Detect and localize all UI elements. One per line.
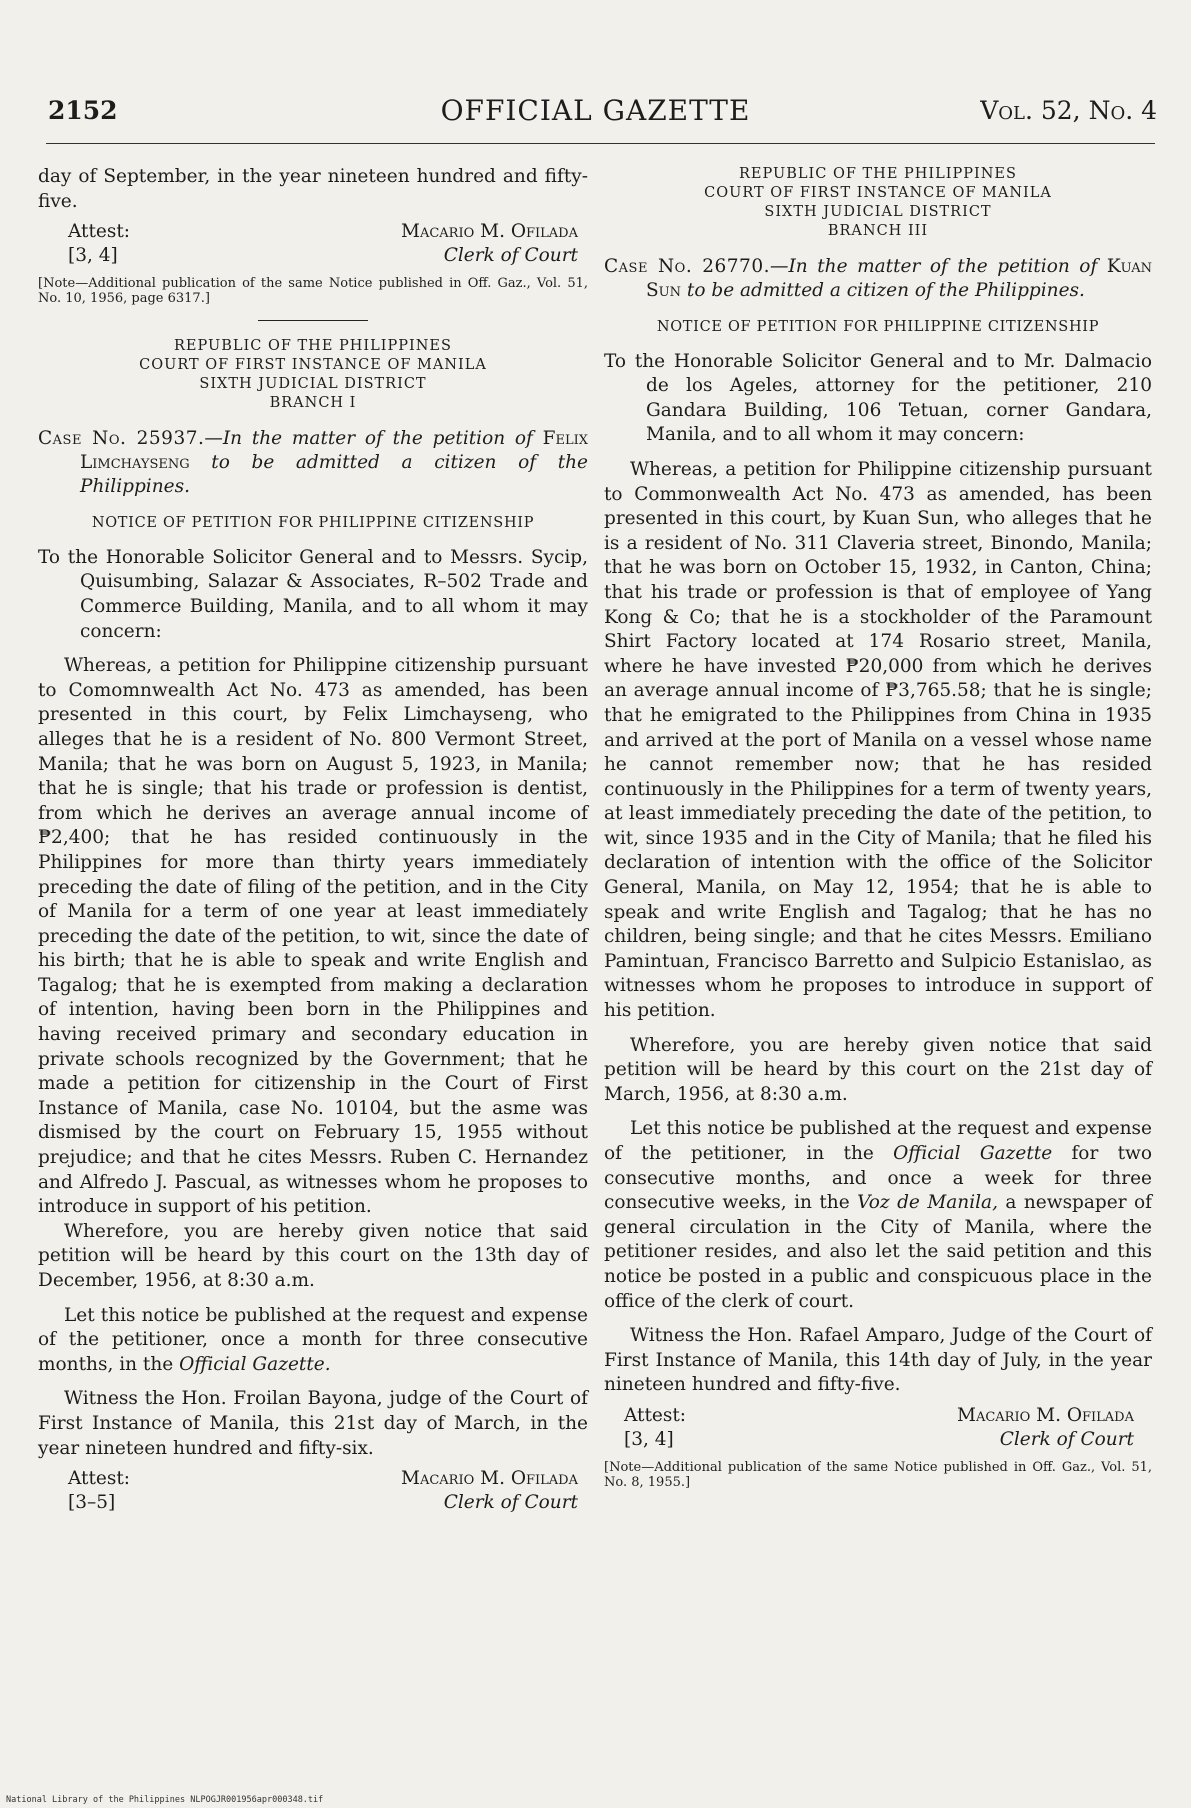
publication-text: Let this notice be published at the request and expense of the petitioner, once a month for three consecutive months, in the: [38, 1304, 588, 1375]
attest-ref: [3–5]: [68, 1492, 116, 1514]
whereas-paragraph: Whereas, a petition for Philippine citizenship pursuant to Comomnwealth Act No. 473 as amended, has been presented in this court, by Felix Limchayseng, who alleges that he is a resident of No. 800 Vermont Street, Manila; that he was born on August 5, 1923, in Manila; that he is single; that his trade or profession is dentist, from which he derives an average annual income of ₱2,400; that he has resided continuously in the Philippines for more than thirty years immediately preceding the date of filing of the petition, and in the City of Manila for a term of one year at least immediately preceding the date of the petition, to wit, since the date of his birth; that he is able to speak and write English and Tagalog; that he is exempted from making a declaration of intention, having been born in the Philippines and having received primary and secondary education in private schools recognized by the Government; that he made a petition for citizenship in the Court of First Instance of Manila, case No. 10104, but the asme was dismised by the court on February 15, 1955 without prejudice; and that he cites Messrs. Ruben C. Hernandez and Alfredo J. Pascual, as witnesses whom he proposes to introduce in support of his petition.: [38, 655, 588, 1218]
case-text: —In the matter of the petition of: [769, 256, 1098, 277]
case-text-end: to be admitted a citizen of the Philippines.: [681, 280, 1085, 301]
court-republic: REPUBLIC OF THE PHILIPPINES: [739, 166, 1017, 182]
case-text-end: to be admitted a citizen of the Philippines.: [80, 452, 588, 498]
notice-title: NOTICE OF PETITION FOR PHILIPPINE CITIZENSHIP: [656, 319, 1100, 335]
gazette-name: Official Gazette.: [179, 1353, 331, 1375]
publication-title: OFFICIAL GAZETTE: [440, 94, 751, 127]
notice-title: NOTICE OF PETITION FOR PHILIPPINE CITIZENSHIP: [91, 515, 535, 532]
attest-block: [38, 1467, 588, 1515]
case-number: Case No. 25937.: [38, 428, 205, 450]
volume-number: Vol. 52, No. 4: [980, 96, 1157, 125]
publication-paragraph: [604, 1117, 1152, 1314]
clerk-title: Clerk of Court: [999, 1428, 1134, 1450]
clerk-title: Clerk of Court: [443, 1492, 578, 1514]
wherefore-paragraph: Wherefore, you are hereby given notice that said petition will be heard by this court on the 13th day of December, 1956, at 8:30 a.m.: [38, 1220, 588, 1291]
case-heading: [38, 427, 588, 499]
publication-paragraph: [38, 1304, 588, 1378]
court-branch: BRANCH III: [827, 223, 929, 239]
publication-text: Let this notice be published at the request and expense of the petitioner, in the: [604, 1118, 1152, 1164]
court-district: SIXTH JUDICIAL DISTRICT: [199, 376, 427, 393]
publication-note: [Note—Additional publication of the same Notice published in Off. Gaz., Vol. 51, No. 10, 1956, page 6317.]: [38, 276, 588, 307]
notice-addressee: To the Honorable Solicitor General and to Messrs. Sycip, Quisumbing, Salazar & Associates, R–502 Trade and Commerce Building, Manila, and to all whom it may concern:: [38, 546, 588, 642]
clerk-name: Macario M. Ofilada: [401, 221, 578, 243]
case-heading: [604, 255, 1152, 303]
witness-paragraph: Witness the Hon. Rafael Amparo, Judge of the Court of First Instance of Manila, this 14th day of July, in the year nineteen hundred and fifty-five.: [604, 1325, 1152, 1396]
case-number: Case No. 26770.: [604, 256, 770, 277]
attest-ref: [3, 4]: [624, 1428, 674, 1450]
gazette-name: Official Gazette: [893, 1143, 1053, 1164]
petitioner-name: Kuan Sun: [646, 256, 1152, 301]
page-number: 2152: [48, 96, 118, 125]
attest-block: [38, 220, 588, 268]
court-name: COURT OF FIRST INSTANCE OF MANILA: [704, 185, 1052, 201]
newspaper-name: Voz de Manila,: [857, 1192, 998, 1214]
attest-ref: [3, 4]: [68, 245, 118, 267]
clerk-name: Macario M. Ofilada: [401, 1468, 578, 1490]
right-column: [604, 165, 1152, 1490]
petitioner-name: Felix Limchayseng: [80, 428, 588, 474]
court-district: SIXTH JUDICIAL DISTRICT: [764, 204, 992, 220]
whereas-paragraph: Whereas, a petition for Philippine citizenship pursuant to Commonwealth Act No. 473 as amended, has been presented in this court, by Kuan Sun, who alleges that he is a resident of No. 311 Claveria street, Binondo, Manila; that he was born on October 15, 1932, in Canton, China; that his trade or profession is that of employee of Yang Kong & Co; that he is a stockholder of the Paramount Shirt Factory located at 174 Rosario street, Manila, where he have invested ₱20,000 from which he derives an average annual income of ₱3,765.58; that he is single; that he emigrated to the Philippines from China in 1935 and arrived at the port of Manila on a vessel whose name he cannot remember now; that he has resided continuously in the Philippines for a term of twenty years, at least immediately preceding the date of the petition, to wit, since 1935 and in the City of Manila; that he filed his declaration of intention with the office of the Solicitor General, Manila, on May 12, 1954; that he is able to speak and write English and Tagalog; that he has no children, being single; and that he cites Messrs. Emiliano Pamintuan, Francisco Barretto and Sulpicio Estanislao, as witnesses whom he proposes to introduce in support of his petition.: [604, 458, 1152, 1022]
left-column: [38, 165, 588, 1515]
header-rule: [46, 143, 1155, 144]
attest-label: Attest:: [68, 221, 131, 243]
clerk-title: Clerk of Court: [443, 245, 578, 267]
court-name: COURT OF FIRST INSTANCE OF MANILA: [139, 357, 487, 374]
scan-footer: National Library of the Philippines NLPOGJR001956apr000348.tif: [6, 1795, 324, 1805]
publication-text-3: a newspaper of general circulation in the City of Manila, where the petitioner resides, and also let the said petition and this notice be posted in a public and conspicuous place in the office of the clerk of court.: [604, 1192, 1152, 1312]
continued-text: day of September, in the year nineteen hundred and fifty-five.: [38, 166, 588, 212]
publication-text-2: for two consecutive months, and once a week for three consecutive weeks, in the: [604, 1143, 1152, 1214]
court-republic: REPUBLIC OF THE PHILIPPINES: [174, 338, 452, 355]
witness-paragraph: Witness the Hon. Froilan Bayona, judge of the Court of First Instance of Manila, this 21st day of March, in the year nineteen hundred and fifty-six.: [38, 1388, 588, 1459]
case-text: —In the matter of the petition of: [204, 428, 533, 450]
court-branch: BRANCH I: [269, 395, 357, 412]
court-heading: [38, 337, 588, 413]
attest-label: Attest:: [624, 1404, 687, 1426]
attest-block: [604, 1404, 1152, 1452]
section-divider: [258, 320, 368, 321]
publication-note: [Note—Additional publication of the same Notice published in Off. Gaz., Vol. 51, No. 8, 1955.]: [604, 1459, 1152, 1490]
wherefore-paragraph: Wherefore, you are hereby given notice that said petition will be heard by this court on the 21st day of March, 1956, at 8:30 a.m.: [604, 1034, 1152, 1105]
court-heading: [604, 165, 1152, 241]
attest-label: Attest:: [68, 1468, 131, 1490]
notice-addressee: To the Honorable Solicitor General and to Mr. Dalmacio de los Ageles, attorney for the petitioner, 210 Gandara Building, 106 Tetuan, corner Gandara, Manila, and to all whom it may concern:: [604, 350, 1152, 446]
clerk-name: Macario M. Ofilada: [957, 1404, 1134, 1426]
